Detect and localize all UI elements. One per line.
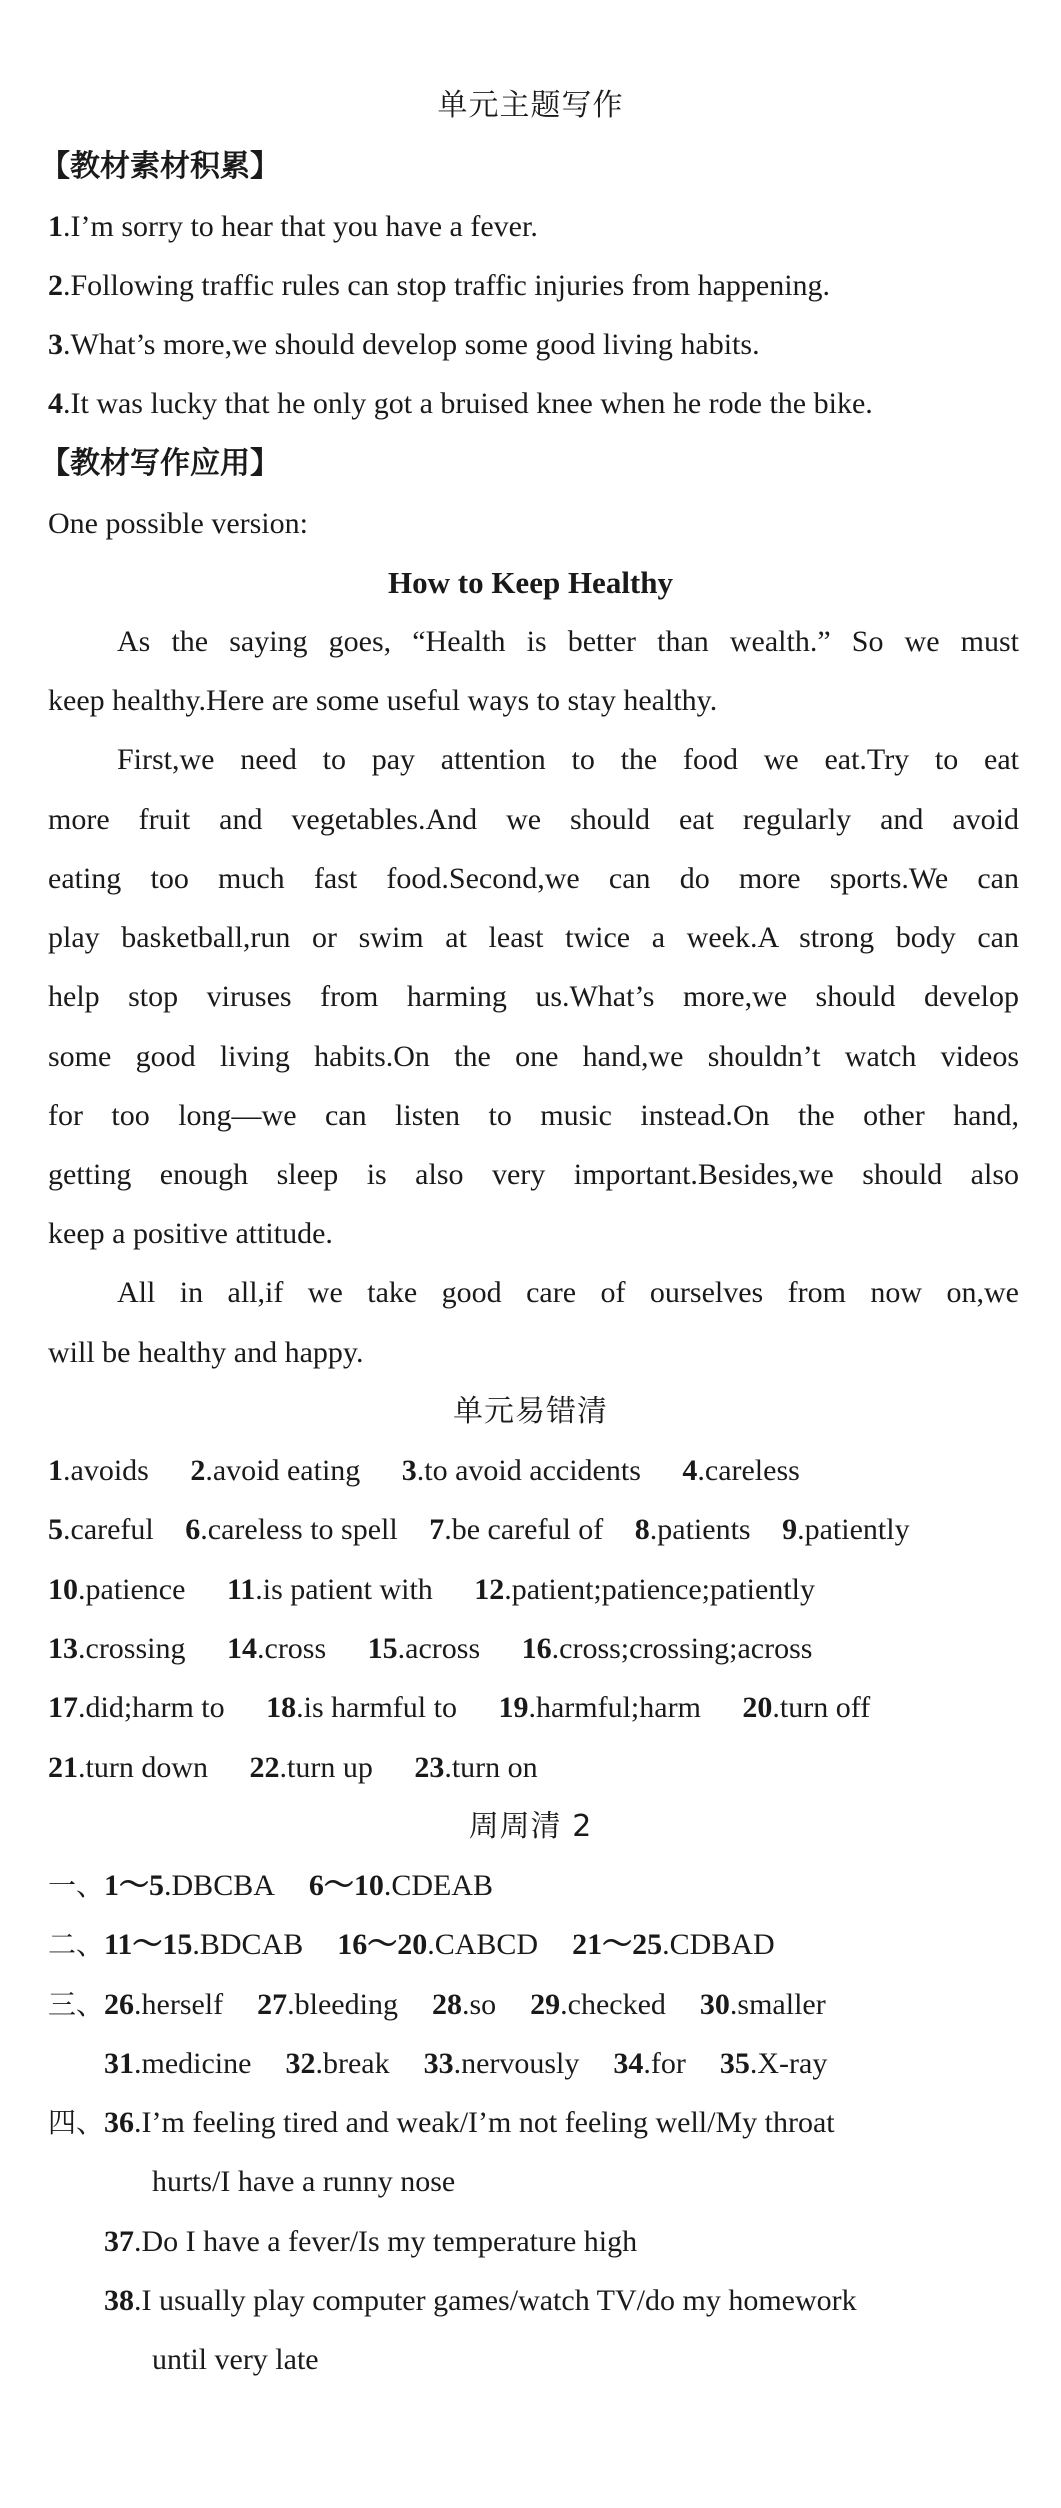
essay-line: some good living habits.On the one hand,we shouldn’t watch videos [48,1040,1019,1073]
answer-number: 28 [431,1988,462,2021]
sentence-number: 1 [48,210,63,243]
answer-text: .I usually play computer games/watch TV/do my homework [134,2284,857,2317]
sentence-number: 3 [48,328,63,361]
sentence-number: 2 [48,269,63,302]
answer-item [104,1869,275,1902]
answer-text: .DBCBA [164,1869,275,1902]
answer-number: 23 [414,1751,445,1784]
answer-item [368,1632,480,1665]
answer-text: .Do I have a fever/Is my temperature high [134,2225,638,2258]
answer-text: .medicine [134,2047,252,2080]
answer-item [572,1928,775,1961]
answer-number: 6～10 [308,1869,384,1902]
answer-item [337,1928,538,1961]
answer-number: 2 [190,1454,206,1487]
answer-number: 16～20 [337,1928,428,1961]
sentence-text: .Following traffic rules can stop traffic injuries from happening. [63,269,831,302]
section-label: 二、 [48,1928,105,1961]
answer-number: 19 [498,1691,529,1724]
answer-number: 12 [474,1573,505,1606]
answer-number: 9 [782,1513,798,1546]
answer-number: 35 [719,2047,750,2080]
answer-number: 10 [48,1573,78,1606]
answer-item [432,1988,496,2021]
answer-item [720,2047,827,2080]
answer-number: 31 [104,2047,134,2080]
answer-item [498,1691,700,1724]
answer-number: 33 [423,2047,454,2080]
answer-number: 13 [48,1632,78,1665]
sentence-2 [48,266,1031,306]
weekly-section-1 [48,1866,1031,1906]
answer-number: 20 [742,1691,773,1724]
answer-item [424,2047,580,2080]
answer-number: 7 [429,1513,445,1546]
essay-line: more fruit and vegetables.And we should eat regularly and avoid [48,803,1019,836]
answer-item [285,2047,389,2080]
answer-text: .be careful of [444,1513,604,1546]
answer-item [266,1691,457,1724]
answer-item [309,1869,493,1902]
answer-text: .patience [78,1573,186,1606]
answer-text: .did;harm to [78,1691,225,1724]
answer-item [190,1454,360,1487]
application-heading: 【教材写作应用】 [40,446,280,481]
weekly-q37 [104,2222,1031,2262]
answer-number: 1～5 [104,1869,165,1902]
answer-number: 5 [48,1513,63,1546]
answer-item [48,1454,149,1487]
answer-number: 27 [257,1988,288,2021]
answer-item [682,1454,799,1487]
answer-item [48,1513,154,1546]
answer-number: 38 [104,2284,134,2317]
answer-text: .is harmful to [296,1691,457,1724]
weekly-section-3-row-2 [104,2044,1031,2084]
answer-item [104,1928,303,1961]
answer-number: 37 [104,2225,134,2258]
answer-text: .cross;crossing;across [551,1632,813,1665]
answer-item [522,1632,813,1665]
answer-item [530,1988,666,2021]
answer-text: .herself [134,1988,224,2021]
answer-item [742,1691,870,1724]
answer-text: .turn down [78,1751,208,1784]
essay-line: As the saying goes, “Health is better than wealth.” So we must [117,625,1019,658]
answer-number: 17 [48,1691,78,1724]
answer-number: 34 [613,2047,644,2080]
weekly-section-3 [48,1985,1031,2025]
answer-item [48,1573,185,1606]
answer-number: 14 [227,1632,257,1665]
answer-text: .turn off [772,1691,871,1724]
unit-writing-title: 单元主题写作 [437,88,624,123]
answer-text: .for [643,2047,686,2080]
answer-text: .turn on [444,1751,538,1784]
answer-text: .to avoid accidents [416,1454,641,1487]
answer-text: .patient;patience;patiently [504,1573,815,1606]
answer-item [250,1751,373,1784]
answer-text: .patiently [797,1513,910,1546]
sentence-number: 4 [48,387,63,420]
essay-line: All in all,if we take good care of ourselves from now on,we [117,1276,1019,1309]
answer-text: .crossing [78,1632,186,1665]
answer-number: 3 [401,1454,417,1487]
answer-number: 8 [634,1513,650,1546]
answer-item [700,1988,826,2021]
answer-number: 26 [104,1988,135,2021]
mistakes-row [48,1629,1031,1669]
answer-text: .across [397,1632,481,1665]
answer-number: 21 [48,1751,78,1784]
answer-text: .CABCD [427,1928,539,1961]
answer-text: .CDBAD [662,1928,775,1961]
answer-item [227,1573,433,1606]
essay-line: for too long—we can listen to music instead.On the other hand, [48,1099,1019,1132]
answer-number: 36 [104,2106,135,2139]
answer-text: .X-ray [749,2047,828,2080]
answer-number: 15 [367,1632,398,1665]
answer-text: .I’m feeling tired and weak/I’m not feeling well/My throat [134,2106,835,2139]
mistakes-row [48,1748,1031,1788]
section-label: 三、 [48,1988,105,2021]
essay-line: will be healthy and happy. [48,1336,364,1369]
answer-number: 6 [185,1513,201,1546]
sentence-4 [48,384,1031,424]
answer-number: 30 [699,1988,730,2021]
answer-number: 29 [530,1988,561,2021]
sentence-1 [48,207,1031,247]
answer-text: .turn up [279,1751,373,1784]
section-label: 四、 [48,2106,105,2139]
answer-text: .avoid eating [205,1454,361,1487]
weekly-q38-continued: until very late [152,2343,319,2376]
essay-intro: One possible version: [48,507,308,540]
answer-text: .careful [63,1513,154,1546]
mistakes-row [48,1451,1031,1491]
answer-text: .careless to spell [200,1513,398,1546]
answer-item [48,1691,225,1724]
answer-item [474,1573,815,1606]
accumulation-heading: 【教材素材积累】 [40,149,280,184]
sentence-text: .What’s more,we should develop some good living habits. [63,328,760,361]
answer-text: .CDEAB [383,1869,494,1902]
answer-text: .smaller [729,1988,826,2021]
answer-text: .avoids [63,1454,149,1487]
answer-item [414,1751,537,1784]
easy-mistakes-title: 单元易错清 [453,1394,608,1429]
weekly-title: 周周清 2 [468,1809,593,1844]
answer-item [185,1513,397,1546]
essay-line: eating too much fast food.Second,we can do more sports.We can [48,862,1019,895]
section-label: 一、 [48,1869,105,1902]
answer-item [104,1988,223,2021]
mistakes-row [48,1570,1031,1610]
sentence-text: .It was lucky that he only got a bruised knee when he rode the bike. [63,387,873,420]
answer-item [613,2047,685,2080]
essay-line: keep a positive attitude. [48,1217,333,1250]
essay-line: getting enough sleep is also very important.Besides,we should also [48,1158,1019,1191]
answer-number: 21～25 [572,1928,663,1961]
sentence-3 [48,325,1031,365]
weekly-q36-continued: hurts/I have a runny nose [152,2165,456,2198]
answer-item [635,1513,751,1546]
answer-number: 1 [48,1454,63,1487]
essay-line: First,we need to pay attention to the food we eat.Try to eat [117,743,1019,776]
answer-number: 16 [521,1632,552,1665]
sentence-text: .I’m sorry to hear that you have a fever. [63,210,538,243]
essay-line: help stop viruses from harming us.What’s more,we should develop [48,980,1019,1013]
answer-text: .break [315,2047,390,2080]
answer-item [104,2047,251,2080]
answer-number: 18 [266,1691,297,1724]
answer-number: 22 [249,1751,280,1784]
answer-item [48,1751,208,1784]
answer-item [257,1988,398,2021]
answer-item [429,1513,603,1546]
answer-item [402,1454,641,1487]
answer-item [782,1513,909,1546]
mistakes-row [48,1510,1031,1550]
weekly-q38 [104,2281,1031,2321]
answer-text: .bleeding [287,1988,398,2021]
answer-text: .patients [649,1513,751,1546]
weekly-q36 [48,2103,1031,2143]
answer-text: .cross [257,1632,327,1665]
answer-number: 11～15 [104,1928,193,1961]
answer-item [227,1632,326,1665]
answer-number: 32 [285,2047,316,2080]
answer-text: .harmful;harm [528,1691,701,1724]
essay-line: play basketball,run or swim at least twice a week.A strong body can [48,921,1019,954]
answer-text: .careless [697,1454,800,1487]
essay-title: How to Keep Healthy [388,565,673,600]
answer-text: .nervously [453,2047,580,2080]
answer-number: 4 [682,1454,698,1487]
answer-text: .BDCAB [192,1928,304,1961]
answer-item [48,1632,186,1665]
answer-text: .is patient with [255,1573,433,1606]
answer-text: .so [461,1988,497,2021]
answer-text: .checked [560,1988,666,2021]
answer-number: 11 [226,1573,256,1606]
essay-line: keep healthy.Here are some useful ways to stay healthy. [48,684,718,717]
mistakes-row [48,1688,1031,1728]
weekly-section-2 [48,1925,1031,1965]
